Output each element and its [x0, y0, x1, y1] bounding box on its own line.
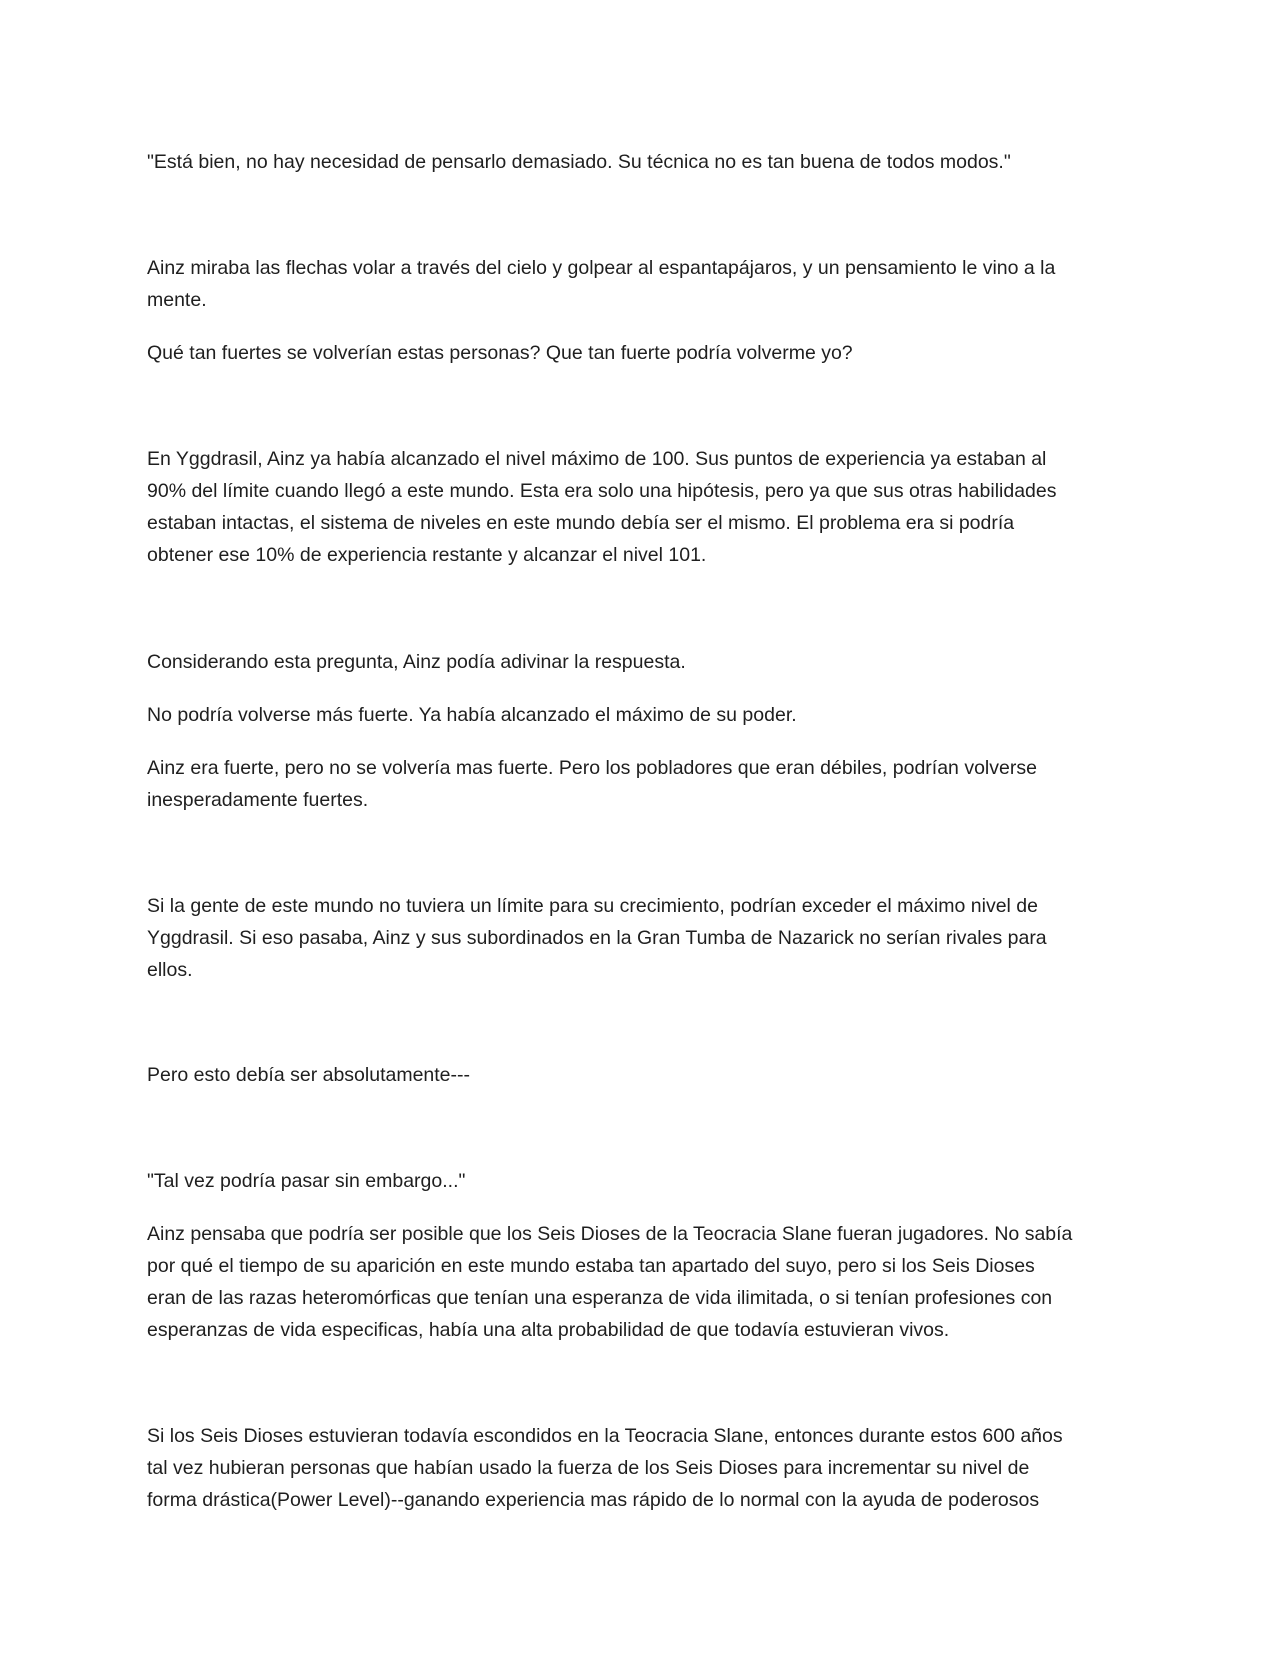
paragraph-5: Considerando esta pregunta, Ainz podía adivinar la respuesta.: [147, 651, 686, 673]
paragraph-4: En Yggdrasil, Ainz ya había alcanzado el nivel máximo de 100. Sus puntos de experiencia ya estaban al 90% del límite cuando llegó a este mundo. Esta era solo una hipótesis, pero ya que sus otras habilidades estaban intactas, el sistema de niveles en este mundo debía ser el mismo. El problema era si podría obtener ese 10% de experiencia restante y alcanzar el nivel 101.: [147, 448, 1057, 566]
paragraph-6: No podría volverse más fuerte. Ya había alcanzado el máximo de su poder.: [147, 704, 797, 726]
paragraph-12: Si los Seis Dioses estuvieran todavía escondidos en la Teocracia Slane, entonces durante estos 600 años tal vez hubieran personas que habían usado la fuerza de los Seis Dioses para incrementar su nivel de forma drástica(Power Level)--ganando experiencia mas rápido de lo normal con la ayuda de poderosos: [147, 1425, 1063, 1511]
paragraph-8: Si la gente de este mundo no tuviera un límite para su crecimiento, podrían exceder el máximo nivel de Yggdrasil. Si eso pasaba, Ainz y sus subordinados en la Gran Tumba de Nazarick no serían rivales para ellos.: [147, 895, 1047, 981]
paragraph-2: Ainz miraba las flechas volar a través del cielo y golpear al espantapájaros, y un pensamiento le vino a la mente.: [147, 257, 1056, 311]
paragraph-3: Qué tan fuertes se volverían estas personas? Que tan fuerte podría volverme yo?: [147, 342, 853, 364]
paragraph-9: Pero esto debía ser absolutamente---: [147, 1064, 471, 1086]
paragraph-7: Ainz era fuerte, pero no se volvería mas fuerte. Pero los pobladores que eran débiles, podrían volverse inesperadamente fuertes.: [147, 757, 1037, 811]
paragraph-1: "Está bien, no hay necesidad de pensarlo demasiado. Su técnica no es tan buena de todos modos.": [147, 151, 1011, 173]
paragraph-10: "Tal vez podría pasar sin embargo...": [147, 1170, 466, 1192]
paragraph-11: Ainz pensaba que podría ser posible que los Seis Dioses de la Teocracia Slane fueran jugadores. No sabía por qué el tiempo de su aparición en este mundo estaba tan apartado del suyo, pero si los Seis Dioses eran de las razas heteromórficas que tenían una esperanza de vida ilimitada, o si tenían profesiones con esperanzas de vida especificas, había una alta probabilidad de que todavía estuvieran vivos.: [147, 1223, 1073, 1341]
